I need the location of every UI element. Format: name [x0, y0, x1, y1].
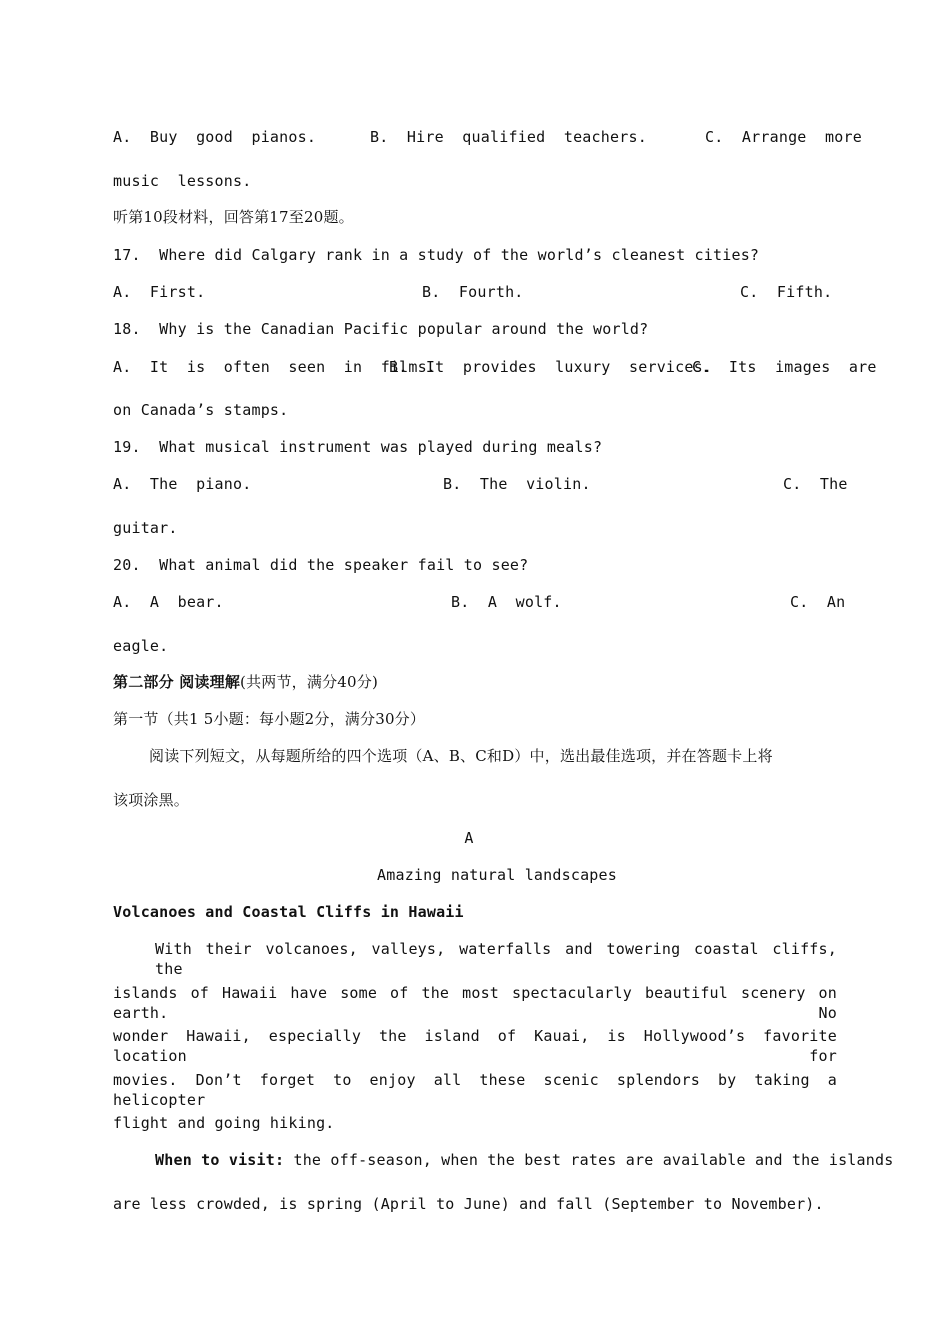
paragraph1-line-2: islands of Hawaii have some of the most spectacularly beautiful scenery on earth. No: [113, 984, 837, 1022]
q17-option-a: A. First.: [113, 283, 206, 301]
part2-heading: [113, 672, 378, 692]
q17-option-b: B. Fourth.: [422, 283, 524, 301]
q17-question: 17. Where did Calgary rank in a study of the world’s cleanest cities?: [113, 246, 760, 264]
q20-option-c: C. An: [790, 593, 846, 611]
paragraph2-line-1: [155, 1150, 893, 1170]
q20-question: 20. What animal did the speaker fail to see?: [113, 556, 529, 574]
q20-option-b: B. A wolf.: [451, 593, 562, 611]
q19-question: 19. What musical instrument was played during meals?: [113, 438, 603, 456]
q20-option-c-continued: eagle.: [113, 637, 169, 655]
part2-heading-bold: 第二部分 阅读理解: [113, 673, 241, 691]
paragraph1-line-3: wonder Hawaii, especially the island of Kauai, is Hollywood’s favorite location for: [113, 1027, 837, 1065]
passage-title: Amazing natural landscapes: [377, 866, 617, 884]
paragraph1-line-1: With their volcanoes, valleys, waterfalls and towering coastal cliffs, the: [155, 940, 837, 978]
section1-heading: 第一节（共1 5小题：每小题2分，满分30分）: [113, 710, 426, 728]
q18-question: 18. Why is the Canadian Pacific popular around the world?: [113, 320, 649, 338]
q19-option-a: A. The piano.: [113, 475, 252, 493]
when-to-visit-text: the off-season, when the best rates are available and the islands: [284, 1151, 894, 1169]
q17-option-c: C. Fifth.: [740, 283, 833, 301]
q19-option-c: C. The: [783, 475, 848, 493]
q16-option-a: A. Buy good pianos.: [113, 128, 317, 146]
q18-option-c: C. Its images are: [692, 358, 877, 376]
q16-option-c: C. Arrange more: [705, 128, 862, 146]
paragraph2-line-2: are less crowded, is spring (April to June) and fall (September to November).: [113, 1195, 824, 1213]
q18-option-b: B. It provides luxury services.: [389, 358, 713, 376]
q20-option-a: A. A bear.: [113, 593, 224, 611]
listening-section-intro: 听第10段材料，回答第17至20题。: [113, 208, 354, 226]
q18-option-c-continued: on Canada’s stamps.: [113, 401, 289, 419]
instruction-line-2: 该项涂黑。: [113, 791, 190, 809]
q19-option-b: B. The violin.: [443, 475, 591, 493]
when-to-visit-label: When to visit:: [155, 1151, 285, 1169]
instruction-line-1: 阅读下列短文，从每题所给的四个选项（A、B、C和D）中，选出最佳选项，并在答题卡上将: [149, 747, 773, 765]
paragraph1-line-4: movies. Don’t forget to enjoy all these scenic splendors by taking a helicopter: [113, 1071, 837, 1109]
passage-label: A: [464, 829, 474, 847]
q18-option-a: A. It is often seen in films.: [113, 358, 437, 376]
paragraph1-last-line: flight and going hiking.: [113, 1114, 335, 1132]
passage-subtitle: Volcanoes and Coastal Cliffs in Hawaii: [113, 903, 464, 921]
q16-option-c-continued: music lessons.: [113, 172, 252, 190]
q19-option-c-continued: guitar.: [113, 519, 178, 537]
q16-option-b: B. Hire qualified teachers.: [370, 128, 647, 146]
part2-heading-rest: (共两节，满分40分): [240, 673, 379, 691]
